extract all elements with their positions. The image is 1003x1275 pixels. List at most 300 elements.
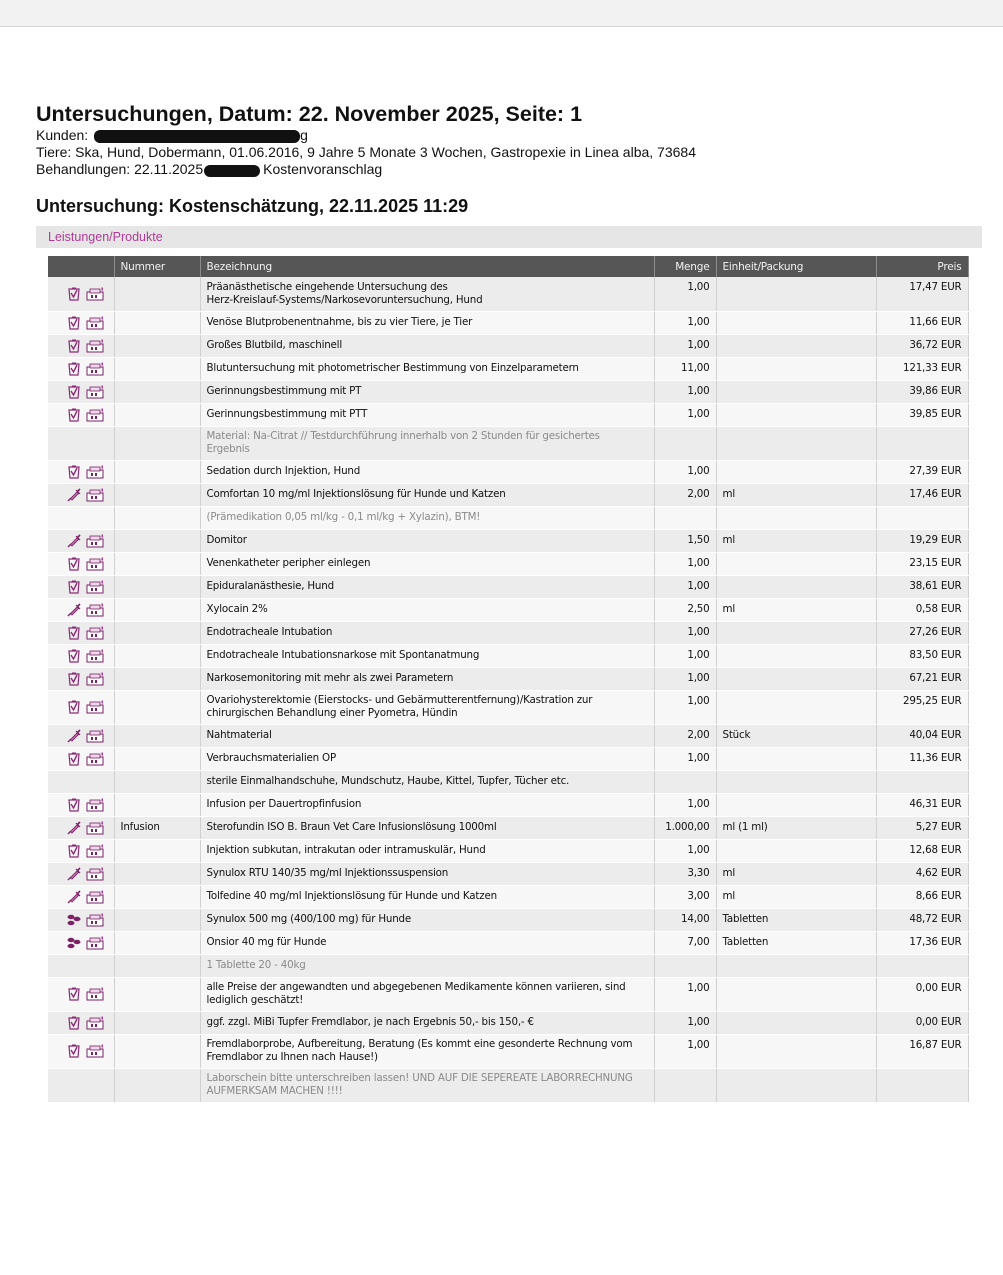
- table-row: [48, 1034, 968, 1068]
- row-unit: [716, 403, 876, 426]
- print-icon[interactable]: [86, 288, 108, 300]
- row-icons: [48, 1011, 114, 1034]
- row-description: Endotracheale Intubation: [200, 621, 654, 644]
- row-unit: [716, 334, 876, 357]
- row-quantity: [654, 506, 716, 529]
- table-row: [48, 908, 968, 931]
- table-row: [48, 460, 968, 483]
- row-number: [114, 667, 200, 690]
- row-description: alle Preise der angewandten und abgegebenen Medikamente können variieren, sind lediglich geschätzt!: [200, 977, 654, 1011]
- row-icons: [48, 724, 114, 747]
- row-unit: [716, 644, 876, 667]
- row-price: 27,39 EUR: [876, 460, 968, 483]
- exam-icon[interactable]: [66, 340, 86, 352]
- row-unit: [716, 426, 876, 460]
- row-quantity: 1,00: [654, 690, 716, 724]
- row-description: Fremdlaborprobe, Aufbereitung, Beratung (Es kommt eine gesonderte Rechnung vom Fremdlabor zu Ihnen nach Hause!): [200, 1034, 654, 1068]
- table-row: [48, 552, 968, 575]
- row-unit: [716, 667, 876, 690]
- note-row: [48, 426, 968, 460]
- row-price: 295,25 EUR: [876, 690, 968, 724]
- row-number: [114, 908, 200, 931]
- row-unit: Tabletten: [716, 908, 876, 931]
- row-price: 39,86 EUR: [876, 380, 968, 403]
- row-icons: [48, 403, 114, 426]
- table-row: [48, 357, 968, 380]
- redaction-customer: [94, 130, 300, 143]
- redaction-treatment: [204, 165, 260, 177]
- row-icons: [48, 862, 114, 885]
- row-price: 17,36 EUR: [876, 931, 968, 954]
- row-quantity: 1,00: [654, 667, 716, 690]
- row-number: [114, 403, 200, 426]
- syringe-icon[interactable]: [66, 604, 86, 616]
- row-number: [114, 644, 200, 667]
- print-icon[interactable]: [86, 1017, 108, 1029]
- table-row: [48, 839, 968, 862]
- row-unit: [716, 839, 876, 862]
- note-row: [48, 954, 968, 977]
- row-description: (Prämedikation 0,05 ml/kg - 0,1 ml/kg + Xylazin), BTM!: [200, 506, 654, 529]
- row-description: Laborschein bitte unterschreiben lassen! UND AUF DIE SEPEREATE LABORRECHNUNG AUFMERKSAM MACHEN !!!!: [200, 1068, 654, 1102]
- row-icons: [48, 460, 114, 483]
- row-quantity: 1,00: [654, 1034, 716, 1068]
- print-icon[interactable]: [86, 386, 108, 398]
- exam-icon[interactable]: [66, 799, 86, 811]
- row-description: Venöse Blutprobenentnahme, bis zu vier Tiere, je Tier: [200, 311, 654, 334]
- row-number: [114, 1011, 200, 1034]
- table-row: [48, 277, 968, 311]
- row-description: Epiduralanästhesie, Hund: [200, 575, 654, 598]
- row-unit: [716, 954, 876, 977]
- row-unit: [716, 552, 876, 575]
- row-quantity: 3,30: [654, 862, 716, 885]
- row-quantity: 1,00: [654, 575, 716, 598]
- table-row: [48, 724, 968, 747]
- row-price: 19,29 EUR: [876, 529, 968, 552]
- col-quantity[interactable]: Menge: [654, 256, 716, 277]
- row-icons: [48, 747, 114, 770]
- print-icon[interactable]: [86, 673, 108, 685]
- row-price: [876, 426, 968, 460]
- row-quantity: 2,00: [654, 724, 716, 747]
- row-price: [876, 954, 968, 977]
- table-row: [48, 621, 968, 644]
- row-icons: [48, 529, 114, 552]
- row-quantity: 1,50: [654, 529, 716, 552]
- print-icon[interactable]: [86, 891, 108, 903]
- table-row: [48, 334, 968, 357]
- tablet-icon[interactable]: [66, 937, 86, 949]
- table-row: [48, 667, 968, 690]
- row-quantity: [654, 426, 716, 460]
- exam-icon[interactable]: [66, 627, 86, 639]
- col-price[interactable]: Preis: [876, 256, 968, 277]
- row-quantity: 2,00: [654, 483, 716, 506]
- row-number: [114, 357, 200, 380]
- row-description: Nahtmaterial: [200, 724, 654, 747]
- row-unit: [716, 793, 876, 816]
- print-icon[interactable]: [86, 914, 108, 926]
- row-unit: Tabletten: [716, 931, 876, 954]
- print-icon[interactable]: [86, 604, 108, 616]
- print-icon[interactable]: [86, 535, 108, 547]
- exam-icon[interactable]: [66, 288, 86, 300]
- row-number: [114, 954, 200, 977]
- row-description: Blutuntersuchung mit photometrischer Bestimmung von Einzelparametern: [200, 357, 654, 380]
- row-icons: [48, 1034, 114, 1068]
- row-quantity: [654, 1068, 716, 1102]
- row-icons: [48, 931, 114, 954]
- note-row: [48, 770, 968, 793]
- row-number: [114, 747, 200, 770]
- row-price: 40,04 EUR: [876, 724, 968, 747]
- row-unit: [716, 1011, 876, 1034]
- row-price: 11,36 EUR: [876, 747, 968, 770]
- syringe-icon[interactable]: [66, 891, 86, 903]
- row-description: Großes Blutbild, maschinell: [200, 334, 654, 357]
- col-unit[interactable]: Einheit/Packung: [716, 256, 876, 277]
- table-row: [48, 690, 968, 724]
- table-row: [48, 575, 968, 598]
- row-price: 11,66 EUR: [876, 311, 968, 334]
- row-quantity: 11,00: [654, 357, 716, 380]
- row-unit: [716, 621, 876, 644]
- table-row: [48, 931, 968, 954]
- row-icons: [48, 277, 114, 311]
- row-description: Narkosemonitoring mit mehr als zwei Parametern: [200, 667, 654, 690]
- syringe-icon[interactable]: [66, 730, 86, 742]
- row-description: Synulox RTU 140/35 mg/ml Injektionssuspension: [200, 862, 654, 885]
- row-price: 27,26 EUR: [876, 621, 968, 644]
- row-price: 83,50 EUR: [876, 644, 968, 667]
- row-description: Comfortan 10 mg/ml Injektionslösung für Hunde und Katzen: [200, 483, 654, 506]
- row-number: [114, 885, 200, 908]
- row-price: 38,61 EUR: [876, 575, 968, 598]
- row-quantity: 1,00: [654, 839, 716, 862]
- row-price: 12,68 EUR: [876, 839, 968, 862]
- exam-icon[interactable]: [66, 363, 86, 375]
- row-unit: [716, 1068, 876, 1102]
- row-description: Sedation durch Injektion, Hund: [200, 460, 654, 483]
- row-price: 5,27 EUR: [876, 816, 968, 839]
- exam-title: Untersuchung: Kostenschätzung, 22.11.2025 11:29: [36, 196, 469, 216]
- row-unit: [716, 690, 876, 724]
- section-services-products[interactable]: Leistungen/Produkte: [36, 226, 982, 248]
- print-icon[interactable]: [86, 845, 108, 857]
- row-price: 121,33 EUR: [876, 357, 968, 380]
- row-description: Xylocain 2%: [200, 598, 654, 621]
- row-icons: [48, 1068, 114, 1102]
- row-quantity: 1,00: [654, 311, 716, 334]
- syringe-icon[interactable]: [66, 535, 86, 547]
- row-quantity: 1,00: [654, 552, 716, 575]
- syringe-icon[interactable]: [66, 822, 86, 834]
- print-icon[interactable]: [86, 799, 108, 811]
- exam-icon[interactable]: [66, 988, 86, 1000]
- row-unit: ml: [716, 862, 876, 885]
- row-icons: [48, 793, 114, 816]
- row-quantity: 1,00: [654, 277, 716, 311]
- row-description: Gerinnungsbestimmung mit PTT: [200, 403, 654, 426]
- row-quantity: 1,00: [654, 621, 716, 644]
- print-icon[interactable]: [86, 489, 108, 501]
- print-icon[interactable]: [86, 409, 108, 421]
- row-quantity: 1,00: [654, 334, 716, 357]
- exam-icon[interactable]: [66, 650, 86, 662]
- row-number: [114, 552, 200, 575]
- row-description: Synulox 500 mg (400/100 mg) für Hunde: [200, 908, 654, 931]
- row-unit: Stück: [716, 724, 876, 747]
- row-price: 8,66 EUR: [876, 885, 968, 908]
- row-icons: [48, 380, 114, 403]
- treatment-suffix: Kostenvoranschlag: [263, 161, 383, 177]
- row-description: Präanästhetische eingehende Untersuchung des Herz-Kreislauf-Systems/Narkosevoruntersuchung, Hund: [200, 277, 654, 311]
- row-number: [114, 1068, 200, 1102]
- row-icons: [48, 954, 114, 977]
- tablet-icon[interactable]: [66, 914, 86, 926]
- row-price: 39,85 EUR: [876, 403, 968, 426]
- row-unit: [716, 460, 876, 483]
- table-row: [48, 311, 968, 334]
- row-icons: [48, 977, 114, 1011]
- print-icon[interactable]: [86, 753, 108, 765]
- exam-icon[interactable]: [66, 317, 86, 329]
- row-icons: [48, 483, 114, 506]
- row-number: [114, 460, 200, 483]
- exam-icon[interactable]: [66, 466, 86, 478]
- exam-icon[interactable]: [66, 409, 86, 421]
- exam-icon[interactable]: [66, 673, 86, 685]
- table-row: [48, 977, 968, 1011]
- row-number: Infusion: [114, 816, 200, 839]
- row-quantity: [654, 954, 716, 977]
- row-description: Material: Na-Citrat // Testdurchführung innerhalb von 2 Stunden für gesichertes Ergebnis: [200, 426, 654, 460]
- row-price: 16,87 EUR: [876, 1034, 968, 1068]
- table-row: [48, 885, 968, 908]
- print-icon[interactable]: [86, 650, 108, 662]
- customer-line: [36, 127, 976, 144]
- row-price: 46,31 EUR: [876, 793, 968, 816]
- row-number: [114, 839, 200, 862]
- row-price: [876, 506, 968, 529]
- exam-icon[interactable]: [66, 581, 86, 593]
- row-icons: [48, 621, 114, 644]
- row-icons: [48, 644, 114, 667]
- treatment-line: [36, 161, 976, 178]
- table-row: [48, 380, 968, 403]
- print-icon[interactable]: [86, 466, 108, 478]
- row-icons: [48, 816, 114, 839]
- row-price: 67,21 EUR: [876, 667, 968, 690]
- row-price: 4,62 EUR: [876, 862, 968, 885]
- row-description: Endotracheale Intubationsnarkose mit Spontanatmung: [200, 644, 654, 667]
- row-unit: [716, 311, 876, 334]
- row-price: 17,47 EUR: [876, 277, 968, 311]
- row-description: Sterofundin ISO B. Braun Vet Care Infusionslösung 1000ml: [200, 816, 654, 839]
- row-description: Tolfedine 40 mg/ml Injektionslösung für Hunde und Katzen: [200, 885, 654, 908]
- exam-icon[interactable]: [66, 386, 86, 398]
- exam-icon[interactable]: [66, 701, 86, 713]
- customer-suffix: g: [300, 127, 308, 143]
- note-row: [48, 506, 968, 529]
- row-price: 0,00 EUR: [876, 1011, 968, 1034]
- row-description: 1 Tablette 20 - 40kg: [200, 954, 654, 977]
- row-description: Venenkatheter peripher einlegen: [200, 552, 654, 575]
- exam-icon[interactable]: [66, 845, 86, 857]
- row-price: 23,15 EUR: [876, 552, 968, 575]
- row-icons: [48, 598, 114, 621]
- page-title: Untersuchungen, Datum: 22. November 2025, Seite: 1: [36, 102, 583, 126]
- row-number: [114, 311, 200, 334]
- print-icon[interactable]: [86, 988, 108, 1000]
- row-description: Ovariohysterektomie (Eierstocks- und Gebärmutterentfernung)/Kastration zur chirurgischen Behandlung einer Pyometra, Hündin: [200, 690, 654, 724]
- print-icon[interactable]: [86, 558, 108, 570]
- row-icons: [48, 506, 114, 529]
- row-number: [114, 770, 200, 793]
- row-number: [114, 690, 200, 724]
- row-icons: [48, 667, 114, 690]
- row-quantity: 1,00: [654, 747, 716, 770]
- row-description: Infusion per Dauertropfinfusion: [200, 793, 654, 816]
- document-header: [36, 101, 976, 178]
- row-price: 17,46 EUR: [876, 483, 968, 506]
- treatment-prefix: Behandlungen: 22.11.2025: [36, 161, 204, 177]
- row-description: Onsior 40 mg für Hunde: [200, 931, 654, 954]
- row-price: 0,00 EUR: [876, 977, 968, 1011]
- row-number: [114, 483, 200, 506]
- row-number: [114, 506, 200, 529]
- items-table: [48, 256, 969, 1103]
- row-quantity: 1,00: [654, 977, 716, 1011]
- table-row: [48, 483, 968, 506]
- row-number: [114, 334, 200, 357]
- row-quantity: 1,00: [654, 644, 716, 667]
- exam-icon[interactable]: [66, 558, 86, 570]
- print-icon[interactable]: [86, 581, 108, 593]
- row-number: [114, 529, 200, 552]
- row-quantity: 1.000,00: [654, 816, 716, 839]
- table-row: [48, 816, 968, 839]
- row-unit: [716, 770, 876, 793]
- row-price: [876, 1068, 968, 1102]
- row-price: 36,72 EUR: [876, 334, 968, 357]
- row-unit: ml: [716, 885, 876, 908]
- row-description: ggf. zzgl. MiBi Tupfer Fremdlabor, je nach Ergebnis 50,- bis 150,- €: [200, 1011, 654, 1034]
- top-bar: [0, 0, 1003, 27]
- row-quantity: 1,00: [654, 793, 716, 816]
- print-icon[interactable]: [86, 868, 108, 880]
- syringe-icon[interactable]: [66, 489, 86, 501]
- print-icon[interactable]: [86, 822, 108, 834]
- row-icons: [48, 839, 114, 862]
- customer-label: Kunden:: [36, 127, 89, 143]
- row-quantity: 2,50: [654, 598, 716, 621]
- col-number[interactable]: Nummer: [114, 256, 200, 277]
- row-quantity: [654, 770, 716, 793]
- row-number: [114, 862, 200, 885]
- print-icon[interactable]: [86, 363, 108, 375]
- col-icons: [48, 256, 114, 277]
- print-icon[interactable]: [86, 340, 108, 352]
- table-row: [48, 747, 968, 770]
- row-description: Verbrauchsmaterialien OP: [200, 747, 654, 770]
- table-row: [48, 598, 968, 621]
- note-row: [48, 1068, 968, 1102]
- print-icon[interactable]: [86, 730, 108, 742]
- row-quantity: 1,00: [654, 380, 716, 403]
- row-unit: [716, 575, 876, 598]
- row-icons: [48, 426, 114, 460]
- row-number: [114, 977, 200, 1011]
- row-description: sterile Einmalhandschuhe, Mundschutz, Haube, Kittel, Tupfer, Tücher etc.: [200, 770, 654, 793]
- row-icons: [48, 311, 114, 334]
- row-unit: ml (1 ml): [716, 816, 876, 839]
- row-unit: [716, 380, 876, 403]
- row-description: Gerinnungsbestimmung mit PT: [200, 380, 654, 403]
- row-description: Injektion subkutan, intrakutan oder intramuskulär, Hund: [200, 839, 654, 862]
- row-icons: [48, 885, 114, 908]
- row-unit: [716, 277, 876, 311]
- row-quantity: 7,00: [654, 931, 716, 954]
- exam-icon[interactable]: [66, 753, 86, 765]
- table-row: [48, 862, 968, 885]
- row-number: [114, 426, 200, 460]
- row-description: Domitor: [200, 529, 654, 552]
- col-description[interactable]: Bezeichnung: [200, 256, 654, 277]
- row-unit: ml: [716, 483, 876, 506]
- row-number: [114, 793, 200, 816]
- row-unit: ml: [716, 598, 876, 621]
- row-number: [114, 598, 200, 621]
- row-icons: [48, 552, 114, 575]
- row-icons: [48, 770, 114, 793]
- table-row: [48, 529, 968, 552]
- row-unit: [716, 977, 876, 1011]
- row-number: [114, 1034, 200, 1068]
- print-icon[interactable]: [86, 701, 108, 713]
- row-number: [114, 724, 200, 747]
- row-icons: [48, 357, 114, 380]
- print-icon[interactable]: [86, 1045, 108, 1057]
- row-unit: [716, 747, 876, 770]
- row-price: 0,58 EUR: [876, 598, 968, 621]
- row-unit: [716, 1034, 876, 1068]
- exam-icon[interactable]: [66, 1045, 86, 1057]
- row-icons: [48, 334, 114, 357]
- row-quantity: 1,00: [654, 460, 716, 483]
- table-row: [48, 1011, 968, 1034]
- row-icons: [48, 908, 114, 931]
- row-quantity: 3,00: [654, 885, 716, 908]
- row-icons: [48, 690, 114, 724]
- syringe-icon[interactable]: [66, 868, 86, 880]
- row-number: [114, 931, 200, 954]
- row-number: [114, 575, 200, 598]
- print-icon[interactable]: [86, 627, 108, 639]
- row-unit: ml: [716, 529, 876, 552]
- row-icons: [48, 575, 114, 598]
- row-price: [876, 770, 968, 793]
- row-price: 48,72 EUR: [876, 908, 968, 931]
- table-row: [48, 644, 968, 667]
- exam-icon[interactable]: [66, 1017, 86, 1029]
- row-number: [114, 621, 200, 644]
- row-quantity: 1,00: [654, 1011, 716, 1034]
- print-icon[interactable]: [86, 317, 108, 329]
- row-quantity: 14,00: [654, 908, 716, 931]
- print-icon[interactable]: [86, 937, 108, 949]
